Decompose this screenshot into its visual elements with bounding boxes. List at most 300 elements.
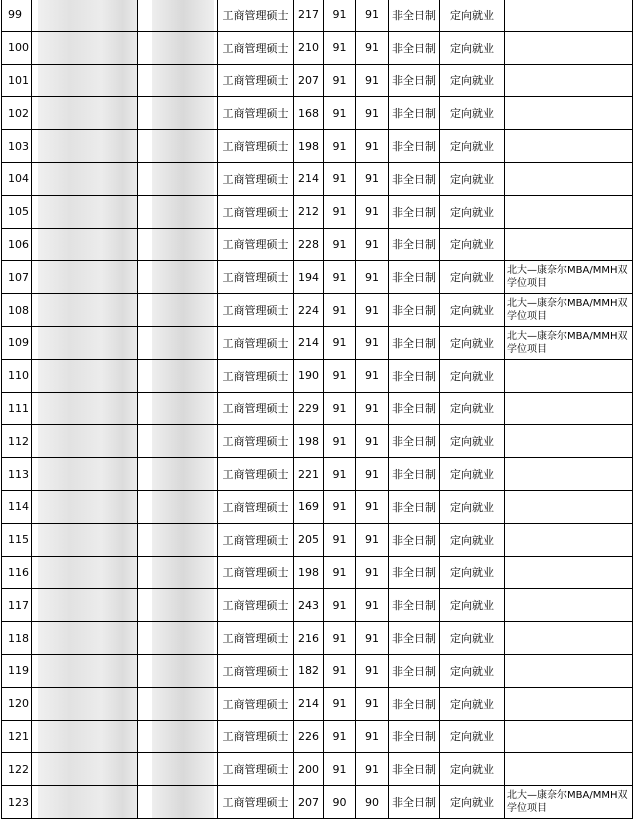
redaction-blur [38, 753, 138, 785]
employment-type-cell: 定向就业 [440, 425, 505, 458]
score-a-cell: 91 [324, 326, 356, 359]
major-cell: 工商管理硕士 [218, 195, 294, 228]
table-row [2, 294, 633, 327]
redacted-name-cell [138, 162, 218, 195]
note-cell [505, 0, 633, 31]
redacted-name-cell [138, 622, 218, 655]
major-cell: 工商管理硕士 [218, 359, 294, 392]
admission-table [1, 0, 633, 819]
score-b-cell: 91 [356, 97, 389, 130]
row-number-cell: 110 [2, 359, 32, 392]
redacted-name-cell [138, 359, 218, 392]
redacted-name-cell [138, 786, 218, 819]
row-number-cell: 118 [2, 622, 32, 655]
total-score-cell: 221 [294, 458, 324, 491]
row-number-cell: 116 [2, 556, 32, 589]
total-score-cell: 214 [294, 326, 324, 359]
row-number-cell: 107 [2, 261, 32, 294]
employment-type-cell: 定向就业 [440, 261, 505, 294]
score-a-cell: 91 [324, 392, 356, 425]
note-cell [505, 720, 633, 753]
total-score-cell: 169 [294, 490, 324, 523]
row-number-cell: 123 [2, 786, 32, 819]
employment-type-cell: 定向就业 [440, 654, 505, 687]
redaction-blur [38, 589, 138, 621]
redacted-id-cell [32, 786, 138, 819]
score-b-cell: 91 [356, 64, 389, 97]
row-number-cell: 112 [2, 425, 32, 458]
redaction-blur [152, 655, 214, 687]
table-row [2, 523, 633, 556]
redacted-id-cell [32, 97, 138, 130]
table-row [2, 326, 633, 359]
redacted-id-cell [32, 326, 138, 359]
note-cell: 北大—康奈尔MBA/MMH双学位项目 [505, 294, 633, 327]
employment-type-cell: 定向就业 [440, 130, 505, 163]
redacted-id-cell [32, 622, 138, 655]
score-a-cell: 91 [324, 654, 356, 687]
table-row [2, 556, 633, 589]
major-cell: 工商管理硕士 [218, 490, 294, 523]
score-b-cell: 91 [356, 490, 389, 523]
study-mode-cell: 非全日制 [389, 523, 440, 556]
redaction-blur [38, 196, 138, 228]
redacted-id-cell [32, 490, 138, 523]
note-cell: 北大—康奈尔MBA/MMH双学位项目 [505, 786, 633, 819]
table-row [2, 458, 633, 491]
table-row [2, 0, 633, 31]
redacted-name-cell [138, 392, 218, 425]
redaction-blur [38, 327, 138, 359]
table-row [2, 195, 633, 228]
redaction-blur [38, 294, 138, 326]
total-score-cell: 226 [294, 720, 324, 753]
total-score-cell: 228 [294, 228, 324, 261]
redacted-id-cell [32, 523, 138, 556]
major-cell: 工商管理硕士 [218, 261, 294, 294]
score-a-cell: 91 [324, 490, 356, 523]
score-a-cell: 91 [324, 130, 356, 163]
redacted-name-cell [138, 130, 218, 163]
major-cell: 工商管理硕士 [218, 654, 294, 687]
redaction-blur [152, 327, 214, 359]
redaction-blur [38, 786, 138, 818]
score-b-cell: 91 [356, 359, 389, 392]
table-row [2, 786, 633, 819]
row-number-cell: 114 [2, 490, 32, 523]
note-cell [505, 97, 633, 130]
row-number-cell: 102 [2, 97, 32, 130]
employment-type-cell: 定向就业 [440, 294, 505, 327]
table-row [2, 162, 633, 195]
redaction-blur [152, 721, 214, 753]
redaction-blur [38, 261, 138, 293]
redacted-id-cell [32, 261, 138, 294]
redacted-name-cell [138, 458, 218, 491]
study-mode-cell: 非全日制 [389, 228, 440, 261]
note-cell [505, 162, 633, 195]
score-a-cell: 91 [324, 359, 356, 392]
major-cell: 工商管理硕士 [218, 622, 294, 655]
redacted-name-cell [138, 589, 218, 622]
row-number-cell: 103 [2, 130, 32, 163]
redaction-blur [38, 360, 138, 392]
table-row [2, 490, 633, 523]
study-mode-cell: 非全日制 [389, 425, 440, 458]
redacted-id-cell [32, 392, 138, 425]
table-row [2, 228, 633, 261]
note-cell [505, 556, 633, 589]
score-a-cell: 90 [324, 786, 356, 819]
redacted-id-cell [32, 294, 138, 327]
redaction-blur [152, 688, 214, 720]
note-cell [505, 523, 633, 556]
total-score-cell: 224 [294, 294, 324, 327]
employment-type-cell: 定向就业 [440, 490, 505, 523]
study-mode-cell: 非全日制 [389, 64, 440, 97]
study-mode-cell: 非全日制 [389, 786, 440, 819]
employment-type-cell: 定向就业 [440, 359, 505, 392]
redaction-blur [152, 557, 214, 589]
table-row [2, 64, 633, 97]
redacted-id-cell [32, 753, 138, 786]
row-number-cell: 115 [2, 523, 32, 556]
table-row [2, 130, 633, 163]
major-cell: 工商管理硕士 [218, 523, 294, 556]
note-cell: 北大—康奈尔MBA/MMH双学位项目 [505, 326, 633, 359]
study-mode-cell: 非全日制 [389, 130, 440, 163]
study-mode-cell: 非全日制 [389, 261, 440, 294]
redaction-blur [152, 393, 214, 425]
note-cell [505, 228, 633, 261]
employment-type-cell: 定向就业 [440, 228, 505, 261]
redaction-blur [152, 294, 214, 326]
redaction-blur [152, 261, 214, 293]
total-score-cell: 229 [294, 392, 324, 425]
score-a-cell: 91 [324, 162, 356, 195]
redacted-name-cell [138, 654, 218, 687]
redacted-name-cell [138, 97, 218, 130]
employment-type-cell: 定向就业 [440, 523, 505, 556]
table-body [2, 0, 633, 818]
redaction-blur [38, 491, 138, 523]
redacted-name-cell [138, 195, 218, 228]
score-a-cell: 91 [324, 687, 356, 720]
major-cell: 工商管理硕士 [218, 589, 294, 622]
note-cell [505, 130, 633, 163]
score-a-cell: 91 [324, 720, 356, 753]
note-cell [505, 392, 633, 425]
redacted-name-cell [138, 490, 218, 523]
major-cell: 工商管理硕士 [218, 162, 294, 195]
redaction-blur [152, 0, 214, 31]
redaction-blur [38, 163, 138, 195]
score-a-cell: 91 [324, 523, 356, 556]
note-cell [505, 458, 633, 491]
major-cell: 工商管理硕士 [218, 425, 294, 458]
table-row [2, 261, 633, 294]
study-mode-cell: 非全日制 [389, 556, 440, 589]
employment-type-cell: 定向就业 [440, 753, 505, 786]
study-mode-cell: 非全日制 [389, 31, 440, 64]
major-cell: 工商管理硕士 [218, 294, 294, 327]
redaction-blur [38, 32, 138, 64]
score-b-cell: 91 [356, 31, 389, 64]
table-row [2, 359, 633, 392]
total-score-cell: 207 [294, 786, 324, 819]
total-score-cell: 198 [294, 425, 324, 458]
score-a-cell: 91 [324, 64, 356, 97]
table-row [2, 425, 633, 458]
study-mode-cell: 非全日制 [389, 589, 440, 622]
score-b-cell: 91 [356, 425, 389, 458]
note-cell [505, 64, 633, 97]
study-mode-cell: 非全日制 [389, 490, 440, 523]
score-b-cell: 91 [356, 720, 389, 753]
redaction-blur [152, 163, 214, 195]
employment-type-cell: 定向就业 [440, 0, 505, 31]
employment-type-cell: 定向就业 [440, 64, 505, 97]
redaction-blur [152, 524, 214, 556]
redaction-blur [152, 196, 214, 228]
score-a-cell: 91 [324, 261, 356, 294]
note-cell [505, 622, 633, 655]
score-b-cell: 91 [356, 228, 389, 261]
row-number-cell: 117 [2, 589, 32, 622]
row-number-cell: 108 [2, 294, 32, 327]
major-cell: 工商管理硕士 [218, 458, 294, 491]
redaction-blur [152, 786, 214, 818]
employment-type-cell: 定向就业 [440, 31, 505, 64]
total-score-cell: 205 [294, 523, 324, 556]
note-cell [505, 490, 633, 523]
score-a-cell: 91 [324, 228, 356, 261]
major-cell: 工商管理硕士 [218, 64, 294, 97]
redacted-id-cell [32, 0, 138, 31]
note-cell [505, 589, 633, 622]
redaction-blur [38, 393, 138, 425]
total-score-cell: 198 [294, 130, 324, 163]
redacted-name-cell [138, 556, 218, 589]
row-number-cell: 106 [2, 228, 32, 261]
total-score-cell: 198 [294, 556, 324, 589]
score-a-cell: 91 [324, 425, 356, 458]
redacted-id-cell [32, 589, 138, 622]
redacted-id-cell [32, 556, 138, 589]
study-mode-cell: 非全日制 [389, 720, 440, 753]
employment-type-cell: 定向就业 [440, 589, 505, 622]
score-b-cell: 91 [356, 753, 389, 786]
redaction-blur [152, 425, 214, 457]
score-a-cell: 91 [324, 556, 356, 589]
total-score-cell: 168 [294, 97, 324, 130]
redaction-blur [38, 425, 138, 457]
major-cell: 工商管理硕士 [218, 130, 294, 163]
score-a-cell: 91 [324, 753, 356, 786]
employment-type-cell: 定向就业 [440, 162, 505, 195]
redacted-name-cell [138, 523, 218, 556]
employment-type-cell: 定向就业 [440, 458, 505, 491]
redacted-id-cell [32, 130, 138, 163]
redaction-blur [152, 491, 214, 523]
score-b-cell: 91 [356, 130, 389, 163]
table-row [2, 392, 633, 425]
major-cell: 工商管理硕士 [218, 392, 294, 425]
score-a-cell: 91 [324, 622, 356, 655]
row-number-cell: 122 [2, 753, 32, 786]
major-cell: 工商管理硕士 [218, 687, 294, 720]
note-cell [505, 195, 633, 228]
redacted-id-cell [32, 359, 138, 392]
study-mode-cell: 非全日制 [389, 359, 440, 392]
study-mode-cell: 非全日制 [389, 294, 440, 327]
score-b-cell: 91 [356, 261, 389, 294]
note-cell: 北大—康奈尔MBA/MMH双学位项目 [505, 261, 633, 294]
redacted-name-cell [138, 326, 218, 359]
score-b-cell: 91 [356, 294, 389, 327]
table-row [2, 687, 633, 720]
redacted-id-cell [32, 31, 138, 64]
redaction-blur [38, 0, 138, 31]
total-score-cell: 217 [294, 0, 324, 31]
score-b-cell: 91 [356, 589, 389, 622]
major-cell: 工商管理硕士 [218, 556, 294, 589]
study-mode-cell: 非全日制 [389, 622, 440, 655]
major-cell: 工商管理硕士 [218, 0, 294, 31]
total-score-cell: 182 [294, 654, 324, 687]
row-number-cell: 121 [2, 720, 32, 753]
redacted-id-cell [32, 425, 138, 458]
major-cell: 工商管理硕士 [218, 228, 294, 261]
redacted-name-cell [138, 64, 218, 97]
row-number-cell: 99 [2, 0, 32, 31]
study-mode-cell: 非全日制 [389, 326, 440, 359]
redaction-blur [38, 688, 138, 720]
score-b-cell: 91 [356, 162, 389, 195]
study-mode-cell: 非全日制 [389, 687, 440, 720]
note-cell [505, 31, 633, 64]
redacted-name-cell [138, 31, 218, 64]
major-cell: 工商管理硕士 [218, 753, 294, 786]
redacted-name-cell [138, 0, 218, 31]
study-mode-cell: 非全日制 [389, 392, 440, 425]
table-row [2, 720, 633, 753]
total-score-cell: 212 [294, 195, 324, 228]
employment-type-cell: 定向就业 [440, 720, 505, 753]
redaction-blur [38, 458, 138, 490]
study-mode-cell: 非全日制 [389, 195, 440, 228]
score-b-cell: 91 [356, 0, 389, 31]
employment-type-cell: 定向就业 [440, 392, 505, 425]
employment-type-cell: 定向就业 [440, 556, 505, 589]
redaction-blur [38, 130, 138, 162]
row-number-cell: 100 [2, 31, 32, 64]
redaction-blur [152, 753, 214, 785]
redacted-id-cell [32, 64, 138, 97]
major-cell: 工商管理硕士 [218, 97, 294, 130]
score-a-cell: 91 [324, 458, 356, 491]
score-b-cell: 91 [356, 687, 389, 720]
row-number-cell: 113 [2, 458, 32, 491]
redaction-blur [38, 65, 138, 97]
redaction-blur [152, 65, 214, 97]
employment-type-cell: 定向就业 [440, 687, 505, 720]
study-mode-cell: 非全日制 [389, 458, 440, 491]
score-b-cell: 91 [356, 622, 389, 655]
redaction-blur [152, 360, 214, 392]
score-a-cell: 91 [324, 31, 356, 64]
redacted-name-cell [138, 228, 218, 261]
score-b-cell: 91 [356, 326, 389, 359]
study-mode-cell: 非全日制 [389, 654, 440, 687]
study-mode-cell: 非全日制 [389, 162, 440, 195]
redaction-blur [152, 589, 214, 621]
redacted-name-cell [138, 720, 218, 753]
total-score-cell: 210 [294, 31, 324, 64]
score-b-cell: 90 [356, 786, 389, 819]
redacted-id-cell [32, 654, 138, 687]
study-mode-cell: 非全日制 [389, 753, 440, 786]
redaction-blur [38, 97, 138, 129]
redaction-blur [152, 97, 214, 129]
employment-type-cell: 定向就业 [440, 195, 505, 228]
redacted-name-cell [138, 261, 218, 294]
redaction-blur [38, 622, 138, 654]
score-a-cell: 91 [324, 195, 356, 228]
redaction-blur [38, 721, 138, 753]
note-cell [505, 359, 633, 392]
score-a-cell: 91 [324, 294, 356, 327]
major-cell: 工商管理硕士 [218, 786, 294, 819]
score-a-cell: 91 [324, 0, 356, 31]
redaction-blur [152, 130, 214, 162]
row-number-cell: 105 [2, 195, 32, 228]
redaction-blur [38, 655, 138, 687]
note-cell [505, 654, 633, 687]
total-score-cell: 214 [294, 687, 324, 720]
redaction-blur [152, 458, 214, 490]
redacted-name-cell [138, 294, 218, 327]
row-number-cell: 119 [2, 654, 32, 687]
study-mode-cell: 非全日制 [389, 97, 440, 130]
total-score-cell: 200 [294, 753, 324, 786]
row-number-cell: 120 [2, 687, 32, 720]
redacted-name-cell [138, 425, 218, 458]
redacted-name-cell [138, 753, 218, 786]
total-score-cell: 216 [294, 622, 324, 655]
note-cell [505, 425, 633, 458]
redaction-blur [38, 524, 138, 556]
redacted-id-cell [32, 458, 138, 491]
study-mode-cell: 非全日制 [389, 0, 440, 31]
row-number-cell: 101 [2, 64, 32, 97]
note-cell [505, 753, 633, 786]
row-number-cell: 104 [2, 162, 32, 195]
score-b-cell: 91 [356, 523, 389, 556]
employment-type-cell: 定向就业 [440, 326, 505, 359]
total-score-cell: 214 [294, 162, 324, 195]
major-cell: 工商管理硕士 [218, 326, 294, 359]
employment-type-cell: 定向就业 [440, 786, 505, 819]
score-a-cell: 91 [324, 97, 356, 130]
total-score-cell: 190 [294, 359, 324, 392]
score-b-cell: 91 [356, 458, 389, 491]
table-row [2, 97, 633, 130]
total-score-cell: 207 [294, 64, 324, 97]
redaction-blur [38, 557, 138, 589]
row-number-cell: 109 [2, 326, 32, 359]
redaction-blur [152, 229, 214, 261]
